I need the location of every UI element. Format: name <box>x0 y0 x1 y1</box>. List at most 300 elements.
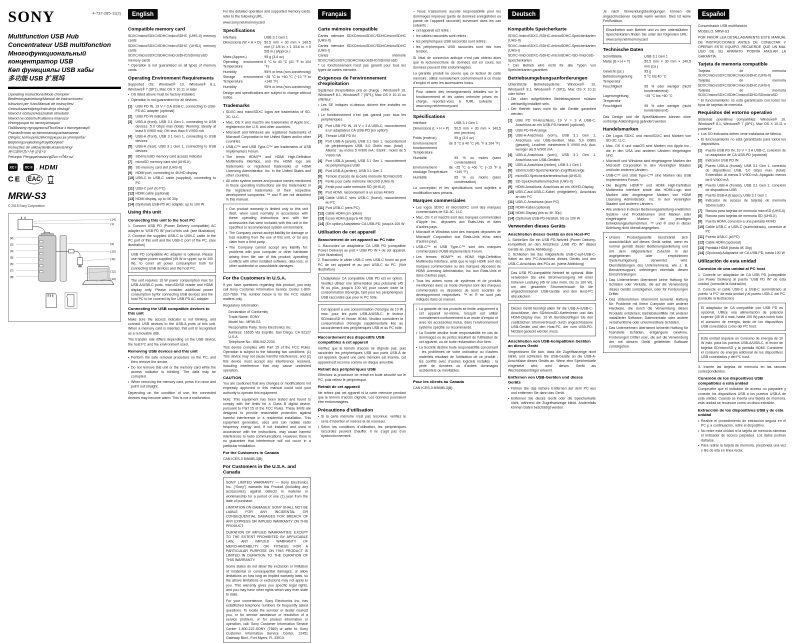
section-heading: Handelsmarken <box>603 126 639 132</box>
paragraph: SDXC/microSDXC/SDHC/microSDHC (UHS-I) memory cards <box>128 43 216 53</box>
section-heading: Kompatible Speicherkarte <box>508 26 567 32</box>
diagram-callout: [5] <box>10 255 14 260</box>
bullet-list <box>698 418 786 452</box>
numbered-item <box>318 211 406 216</box>
bullet-item: • Realice el procedimiento de extracción segura en el PC y, a continuación, retire el dispositivo. <box>698 418 786 427</box>
paragraph: 1. Raccordez un adaptateur CA USB PD (compatible Power Delivery) au port « USB PD IN » de cet appareil. (Voir illustration) <box>318 243 406 257</box>
bullet-item: • Das Unternehmen übernimmt keinerlei Haftung für finanzielle Schäden, entgangene Gewinne, Forderungen Dritter usw., die auf die Verwendung der mit diesem Gerät gelieferten Software zurückgehen. <box>606 325 688 348</box>
bullet-item: • SDXC and microSDXC logos are trademarks of SD-3C, LLC. <box>223 110 311 119</box>
spec-value: 95 % oder weniger (nicht kondensierend) <box>644 84 691 93</box>
paragraph: Tarjetas de memoria SDXC/microSDXC/SDHC/microSDHC (UHS-I) <box>698 78 786 87</box>
paragraph: Dieses Gerät benötigt allein für die USB-A-/USB-C-Anschlüsse, den SD/microSD-Kartenleser und das HDMI-Display max. 10 W. Berücksichtigen Sie den zusätzlichen Stromverbrauch durch angeschlossene USB-Geräte und den Host-PC, der vom USB-PD-Netzteil gedeckt werden muss. <box>511 306 593 334</box>
item-text: USB-A (rear), USB 3.1 Gen 1, connecting to USB devices <box>135 144 216 153</box>
item-text: Témoin d’accès de la carte mémoire SD/microSD <box>325 173 403 178</box>
paragraph: Depending on the condition of use, the connected devices may become warm. This is not a malfunction. <box>128 390 216 400</box>
bullet-list <box>413 28 501 54</box>
laptop-illustration <box>83 267 115 285</box>
item-number: [11] <box>128 185 135 190</box>
column-espanol <box>698 9 786 561</box>
bullet-list <box>508 97 596 116</box>
bullet-item: • Si la carte mémoire n’est pas reconnue, vérifiez le sens d’insertion et insérez-la de nouveau. <box>318 414 406 423</box>
spec-label: Storage environment Temperature <box>223 74 263 84</box>
section-heading: Trademarks <box>223 102 250 108</box>
numbered-item <box>318 179 406 184</box>
spec-table <box>603 54 691 113</box>
language-line: Пайдалану нұсқаулығы/Посібник з експлуатації/ <box>8 125 91 130</box>
item-number: [7] <box>508 173 513 178</box>
item-text: USB PD IN indicator <box>135 114 168 119</box>
column-deutsch-2 <box>603 9 691 561</box>
item-text: Câble HDMI (en option) <box>325 210 363 215</box>
numbered-item <box>128 186 216 191</box>
paragraph: * Der Betrieb wird nicht für alle Typen von Speicherkarten garantiert. <box>508 63 596 72</box>
item-number: [4] <box>508 152 513 157</box>
item-text: USB-A-Anschluss (vorn), USB 3.1 Gen 1, Anschluss von USB-Geräten <box>515 152 596 162</box>
bullet-item: • La garantie de nos produits se limite uniquement à cet appareil lui-même, lorsqu’il est utilisé normalement conformément à ce mode d’emploi et avec les accessoires inclus, dans l’environnement système spécifié ou recommandé. <box>416 306 498 329</box>
bullet-list <box>226 206 308 268</box>
paragraph: Unterstützte Betriebssysteme: Windows® 10, Windows® 8.1, Windows® 7 (SP1), Mac OS X 10.11 oder höher <box>508 82 596 96</box>
numbered-item <box>128 191 216 196</box>
bullet-item: • The Company cannot accept any liability for: problems with your computer or other hardware arising from the use of this product; operating conflicts with other installed software; data loss; or other accidental or unavoidable damages. <box>226 245 308 268</box>
item-text: USB-A (front), USB 3.1 Gen 1, connecting to USB devices. 5.0 Gbps max (total); Working: steady at least 5 V/900 mA; Off: less than 5 V/900 mA <box>135 119 216 133</box>
diagram-callout: [13] <box>110 276 116 281</box>
paragraph: Concentrador USB multifunción <box>698 23 748 28</box>
bullet-item: • Do not remove this unit or the memory card while the access indicator is blinking. The data may be corrupted. <box>128 365 216 379</box>
paragraph: Telephone No.: 858-942-2230 <box>228 339 275 344</box>
bullet-item: • All other system names and product names mentioned in these operating instructions are the trademarks or the registered trademarks of their respective development companies. ™ and ® are not described in this manual. <box>223 178 311 201</box>
spec-row <box>603 59 691 68</box>
section-heading: Précautions d’utilisation <box>318 407 374 413</box>
item-text: Port USB-C (vers PC) <box>325 205 360 210</box>
bullet-item: • Le fonctionnement n’est pas garanti pour tous les périphériques. <box>318 112 406 121</box>
item-number: [13] <box>128 196 135 201</box>
numbered-item <box>698 214 786 219</box>
spec-label: Lagerumgebung Temperatur <box>603 93 629 103</box>
product-title-line: Concentrateur USB multifonction <box>8 40 111 49</box>
bullet-item: • Mac, OS X and macOS are trademarks of Apple Inc., registered in the U.S. and other countries. <box>223 120 311 129</box>
paragraph: CAN ICES-3 B/NMB-3(B) <box>223 456 263 461</box>
item-text: Fente pour carte mémoire SD (UHS-II) <box>325 184 386 189</box>
callout-leader-line <box>33 219 110 221</box>
sdxc-logo: XC I <box>9 165 17 170</box>
paragraph: Supported OS: Windows® 10, Windows® 8.1, Windows® 7 (SP1), Mac OS X 10.11 or later <box>128 82 216 91</box>
spec-row <box>413 175 501 184</box>
section-heading: Pour les clients au Canada <box>413 379 464 385</box>
item-text: USB-C port (to PC) <box>135 185 166 190</box>
paragraph: Compruebe que el indicador de acceso no parpadee y conecte los dispositivos USB a los puertos USB-A de esta unidad. Cuando se inserta una tarjeta de memoria, esta unidad se reconoce como un disco extraíble. <box>698 386 786 405</box>
callout-leader-line <box>83 259 110 261</box>
numbered-item <box>128 165 216 170</box>
item-number: [13] <box>318 216 325 221</box>
bullet-item: • No retire esta unidad ni la tarjeta de memoria mientras el indicador de acceso parpadea. Los datos podrían dañarse. <box>698 428 786 442</box>
item-text: Cable HDMI (opcional) <box>705 240 741 245</box>
note-box <box>508 303 596 336</box>
spec-label: Environnement de stockage Température <box>413 165 453 174</box>
section-heading: Connecting this unit to the host PC <box>128 217 195 223</box>
spec-value: 95 % ou moins (sans condensation) <box>454 175 501 184</box>
numbered-item <box>508 128 596 133</box>
product-title-line: Көп функциялы USB хабы <box>8 66 94 74</box>
bullet-item: • Operation is not guaranteed for all devices. <box>128 97 216 102</box>
paragraph: Einzelheiten zum Betrieb und zu den unterstützten Speicherkarten finden Sie unter der folgenden URL: www.sony.net/memorycard <box>606 27 688 42</box>
numbered-item <box>508 168 596 173</box>
note-box <box>223 204 311 273</box>
language-line: Bedienungsanleitung/Manual de instrucciones/ <box>8 97 83 102</box>
bullet-item: • Microsoft et Windows sont des marques déposées de Microsoft Corporation aux États-Unis et/ou dans d’autres pays. <box>413 230 501 244</box>
language-badge-deutsch-1: Deutsch <box>508 9 540 19</box>
paragraph: For the detailed operation and supported memory cards, refer to the following URL: <box>223 9 311 18</box>
language-line: Ръководство за експлоатация/навчання/ <box>8 130 79 135</box>
item-text: Pantalla HDMI (hasta 4K 30p) <box>705 245 752 250</box>
section-heading: Exigences de l’environnement d’exploitation <box>318 75 387 87</box>
spec-row <box>603 54 691 59</box>
paragraph: 1. Conecte un adaptador de CA USB PD (compatible con Power Delivery) al puerto “USB PD IN” de esta unidad. (consulte la ilustración) <box>698 272 786 286</box>
paragraph: Declaration of Conformity <box>228 309 268 314</box>
paragraph: – Nous n’assumons aucune responsabilité pour les dommages imprévus (perte de données enregistrées ou panne de l’appareil raccordé) survenant dans les cas suivants : <box>413 9 501 28</box>
paragraph: 3. Inserte las tarjetas de memoria en las ranuras correspondientes. <box>698 364 786 374</box>
section-heading: Branchement de cet appareil au PC hôte <box>318 237 395 242</box>
item-number: [14] <box>508 216 515 221</box>
numbered-item <box>698 224 786 233</box>
paragraph: 2. Schließen Sie das mitgelieferte USB-C-auf-USB-C-Kabel an den PC-Anschluss dieses Geräts und den USB-C-Anschluss des PCs an. (siehe Abbildung) <box>508 252 596 266</box>
section-heading: Verwenden dieses Geräts <box>508 223 566 229</box>
item-number: [1] <box>508 117 513 122</box>
note-box <box>698 303 786 331</box>
item-number: [9] <box>698 219 703 224</box>
item-text: Fente pour carte mémoire microSD (UHS-II) <box>325 179 394 184</box>
product-title-line: Multifunction USB Hub <box>8 32 79 40</box>
numbered-item <box>698 193 786 198</box>
bullet-item: • Perform the safe removal procedure on the PC, and then remove the device. <box>128 355 216 364</box>
section-heading: Utilización de esta unidad <box>698 258 757 264</box>
numbered-item <box>508 200 596 205</box>
bullet-list <box>318 414 406 438</box>
item-number: [6] <box>698 198 703 203</box>
numbered-item <box>318 205 406 210</box>
paragraph: Cet appareil a une consommation d’énergie de 10 W max. pour les ports USB-A/USB-C, le lecteur SD/microSD et l’écran HDMI. Veuillez considérer la consommation d’énergie supplémentaire liée au raccordement des périphériques USB et du PC hôte. <box>321 307 403 330</box>
item-text: HDMI-Anschluss, Anschluss an ein 4K/HD-Display <box>515 184 594 189</box>
item-text: Ranura para tarjetas de memoria microSD (UHS-II) <box>705 208 786 213</box>
item-number: [10] <box>318 195 325 200</box>
item-number: [2] <box>128 114 133 119</box>
spec-label: Maße (B × H × T) <box>603 59 631 64</box>
note-box <box>318 274 406 302</box>
numbered-item <box>508 179 596 184</box>
section-heading: Requisitos del entorno operativo <box>698 109 773 116</box>
ce-mark: CE <box>8 174 22 184</box>
diagram-callout: [3] <box>10 242 14 247</box>
spec-label: Dimensions (W × H × D) <box>223 40 261 45</box>
numbered-item <box>698 158 786 163</box>
diagram-callout: [2] <box>10 235 14 240</box>
numbered-item <box>128 134 216 143</box>
numbered-item <box>128 104 216 113</box>
bullet-item: • The Company cannot accept liability for damage or loss resulting from the use of this unit, or for any claim from a third party. <box>226 230 308 244</box>
spec-row <box>223 59 311 68</box>
paragraph: This device complies with Part 15 of the FCC Rules. Operation is subject to the following two conditions: (1) This device may not cause harmful interference, and (2) this device must accept any interference received, including interference that may cause undesired operation. <box>223 344 311 373</box>
item-text: (Opcional) Adaptador de CA USB-PD, hasta 100 W <box>705 250 785 255</box>
paragraph: SDXC/microSDXC/SDHC/microSDHC (UHS-II) memory cards <box>128 33 216 43</box>
paragraph: Address: 16535 Via Esprillo, San Diego, CA 92127 U.S.A. <box>228 330 311 339</box>
numbered-item <box>128 170 216 175</box>
section-heading: Connecting the USB compatible devices to this unit <box>128 306 210 316</box>
spec-value: −25 °C à +60 °C (−13 °F à +140 °F) <box>454 165 501 174</box>
bullet-item: • Die Begriffe HDMI™ und HDMI High-Definition Multimedia Interface sowie das HDMI-Logo sind Marken oder eingetragene Marken von HDMI Licensing Administrator, Inc. in den Vereinigten Staaten und anderen Ländern. <box>603 183 691 206</box>
spec-label: Dimensions (L × H × P) <box>413 125 450 130</box>
column-deutsch-1 <box>508 9 596 561</box>
device-side-illustration <box>60 235 67 281</box>
section-heading: Specifications <box>223 27 256 33</box>
spec-value: −25 °C to +60 °C (−13 °F to +140 °F) <box>264 74 311 84</box>
bullet-item: • Microsoft und Windows sind eingetragene Marken der Microsoft Corporation in den Vereinigten Staaten und/oder anderen Ländern. <box>603 158 691 172</box>
title-column <box>8 9 121 322</box>
spec-label: Gewicht (ca.) <box>603 69 624 74</box>
paragraph: Vergewissern Sie sich, dass die Zugriffsanzeige nicht blinkt, und schließen Sie USB-Geräte an die USB-A-Anschlüsse dieses Geräts an. Wenn eine Speicherkarte eingesetzt wird, wird dieses Gerät als Wechseldatenträger erkannt. <box>508 349 596 373</box>
spec-label: Humidity <box>223 69 237 74</box>
bullet-item: • les périphériques USB raccordés sont mis hors tension. <box>413 44 501 53</box>
spec-row <box>413 165 501 174</box>
bullet-item: • Les SE indiqués ci-dessus doivent être installés en usine. <box>318 102 406 111</box>
paragraph: LIMITATION ON DAMAGES: SONY SHALL NOT BE LIABLE FOR ANY INCIDENTAL OR CONSEQUENTIAL DAMAGES FOR BREACH OF ANY EXPRESS OR IMPLIED WARRANTY ON THIS PRODUCT. <box>226 504 308 528</box>
spec-row <box>223 54 311 59</box>
bullet-item: • El funcionamiento no está garantizado para todos los dispositivos. <box>698 137 786 146</box>
spec-row <box>223 84 311 89</box>
numbered-item <box>128 114 216 119</box>
bullet-item: • Entfernen Sie dieses Gerät oder die Speicherkarte nicht, während die Zugriffsanzeige blinkt. Andernfalls können Daten beschädigt werden. <box>508 396 596 410</box>
section-heading: Entfernen von USB-Geräten und dieses Geräts <box>508 375 583 385</box>
paragraph: * Le fonctionnement n’est pas garanti pour tous les types de cartes mémoire. <box>318 63 406 72</box>
paragraph: 1. Connect USB PD (Power Delivery compatible) AC adapter to “USB PD IN” port of this unit. (see illustration) <box>128 223 216 233</box>
numbered-item <box>508 133 596 152</box>
bullet-item: • les câbles raccordés sont retirés ; <box>413 34 501 39</box>
item-text: Puerto USB PD IN, 19 V = 3 A USB-C, conexión de un adaptador de CA USB-PD (opcional) <box>705 148 786 157</box>
spec-label: Interface <box>223 34 237 39</box>
bullet-list <box>603 133 691 230</box>
note-box <box>508 268 596 301</box>
paragraph: 1. Schließen Sie ein USB PD-Netzteil (Power Delivery-kompatibel) an den Anschluss „USB PD IN“ dieses Geräts an. (siehe Abbildung) <box>508 237 596 252</box>
bullet-item: • Alle anderen in dieser Bedienungsanleitung erwähnten System- und Produktnamen sind Marken oder eingetragene Marken der jeweiligen Entwicklungsunternehmen. ™ und ® sind in dieser Anleitung nicht überall angegeben. <box>603 207 691 230</box>
item-number: [5] <box>318 168 323 173</box>
language-line: Návod k obsluze/Használati útmutató/ <box>8 111 69 116</box>
item-number: [6] <box>128 154 133 159</box>
item-number: [13] <box>508 210 515 215</box>
numbered-item <box>318 174 406 179</box>
paragraph: Sistemas operativos compatibles: Windows® 10, Windows® 8.1, Windows® 7 (SP1), Mac OS X 10.11 o posterior <box>698 117 786 131</box>
numbered-item <box>318 190 406 195</box>
spec-value: 95 % ou moins (sans condensation) <box>454 155 501 165</box>
paragraph: SDXC-/microSDXC-/SDHC-/microSDHC-Speicherkarten (UHS-I) <box>508 43 596 53</box>
spec-row <box>223 35 311 40</box>
item-number: [7] <box>128 159 133 164</box>
hdmi-logo: HDMI <box>39 163 58 171</box>
spec-value: USB 3.1 Gen 1 <box>454 120 478 125</box>
item-number: [2] <box>318 133 323 138</box>
section-heading: Conexión de una unidad al PC host <box>698 266 766 271</box>
item-number: [12] <box>318 210 325 215</box>
item-number: [8] <box>128 165 133 170</box>
note-box <box>223 477 311 643</box>
item-number: [8] <box>318 184 323 189</box>
numbered-item <box>128 196 216 201</box>
bullet-item: • Para retirar la tarjeta de memoria, presiónela una vez y tire de ella en línea recta. <box>698 443 786 452</box>
numbered-list <box>508 118 596 221</box>
numbered-item <box>508 173 596 178</box>
spec-value: USB 3.1 Gen 1 <box>644 54 668 59</box>
ac-adapter-illustration <box>18 217 50 235</box>
spec-label: Environnement de fonctionnement Température <box>413 140 453 155</box>
spec-value: 95 g <box>644 69 652 74</box>
weee-bin-icon <box>47 174 55 184</box>
device-diagram-svg <box>9 214 121 322</box>
item-number: [14] <box>318 221 325 226</box>
product-title-line: Многофункциональный <box>8 49 87 57</box>
bullet-item: • Mac, OS X et macOS sont des marques commerciales d’Apple Inc., déposées aux États-Unis et dans d’autres pays. <box>413 215 501 229</box>
spec-label: Operating environment Temperature <box>223 59 263 69</box>
paragraph: Responsible Party: Sony Electronics Inc. <box>228 324 292 329</box>
bullet-list <box>128 355 216 389</box>
spec-label: Feuchtigkeit <box>603 84 622 89</box>
paragraph: Ne retirez pas cet appareil ni la carte mémoire pendant que le témoin d’accès clignote. Les données pourraient être endommagées. <box>318 390 406 404</box>
spec-label: Interface <box>413 120 427 125</box>
diagram-callout: [8] <box>10 274 14 279</box>
item-text: Indicador de acceso de tarjetas de memoria SD/microSD <box>705 198 786 207</box>
bullet-item: • Selon les conditions d’utilisation, les périphériques raccordés peuvent chauffer. Il ne s’agit pas d’un dysfonctionnement. <box>318 424 406 438</box>
sony-logo: SONY <box>8 8 56 26</box>
item-number: [5] <box>128 144 133 149</box>
bullet-item: • Die Logos SDXC und microSDXC sind Marken von SD-3C, LLC. <box>603 133 691 142</box>
item-text: (Optional) USB-PD AC adapter, up to 100 W <box>135 202 205 207</box>
spec-row <box>413 155 501 164</box>
numbered-item <box>508 190 596 199</box>
item-number: [3] <box>508 133 513 138</box>
item-text: USB-A (front), USB 3.1 Gen 1, connecting to USB devices <box>135 134 216 143</box>
paragraph: * Operation is not guaranteed on all types of memory cards. <box>128 63 216 72</box>
item-text: Puerto USB-A (frontal), USB 3.1 Gen 1, conexión de dispositivos USB. 5,0 Gbps máx. (total); Encendido: al menos 5 V/900 mA; Apagado: menos de 5 V/900 mA <box>705 163 786 182</box>
numbered-item <box>698 208 786 213</box>
bullet-item: • Das Unternehmen übernimmt keine Haftung für Schäden oder Verluste, die auf die Verwendung dieses Geräts zurückgehen, oder für Forderungen Dritter. <box>606 277 688 296</box>
spec-row <box>413 121 501 126</box>
spec-row <box>603 103 691 112</box>
diagram-callout: [7] <box>10 268 14 273</box>
bullet-item: • Les logos SDXC et microSDXC sont des marques commerciales de SD-3C, LLC. <box>413 205 501 214</box>
device-front-illustration <box>39 233 57 281</box>
bullet-item: • Los SO indicados deben venir instalados de fábrica. <box>698 131 786 136</box>
numbered-item <box>318 216 406 221</box>
item-number: [12] <box>508 205 515 210</box>
section-heading: Removing USB devices and this unit <box>128 349 198 354</box>
spec-value: −25 °C bis +60 °C <box>644 93 673 98</box>
note-box <box>128 249 216 273</box>
item-number: [9] <box>128 170 133 175</box>
note-box <box>318 304 406 332</box>
section-heading: Spécifications <box>413 113 446 119</box>
spec-value: 50,5 mm × 30 mm × 140,5 mm (ca.) <box>644 59 691 68</box>
bullet-item: • Microsoft and Windows are registered trademarks of Microsoft Corporation in the United States and/or other countries. <box>223 130 311 144</box>
paragraph: El adaptador de CA compatible con USB PD es opcional. Utilice una alimentación de potencia superior (45 W o más, hasta 100 W) para cubrir todo el consumo de energía, tanto de los dispositivos USB conectados como del PC host. <box>701 305 783 329</box>
bullet-item: • USB-C™ et USB Type-C™ sont des marques commerciales d’USB Implementers Forum. <box>413 244 501 253</box>
item-text: Port HDMI, raccordement à un écran 4K/HD <box>325 190 394 195</box>
note-box <box>413 87 501 111</box>
language-line: 使用說明書/사용설명서/ <box>8 150 46 155</box>
column-english-1 <box>128 9 216 561</box>
eac-mark: EAC <box>27 175 41 183</box>
spec-value: 95% or less (non-condensing) <box>264 69 311 74</box>
spec-value: 5 °C à 40 °C (41 °F à 104 °F) <box>454 140 500 145</box>
section-heading: Tarjeta de memoria compatible <box>698 61 768 67</box>
bullet-item: • Mac, OS X und macOS sind Marken von Apple Inc., die in den USA und anderen Ländern eingetragen sind. <box>603 144 691 158</box>
paragraph: Cartes mémoire SDXC/microSDXC/SDHC/microSDHC (UHS-II) <box>318 33 406 43</box>
bullet-item: • les périphériques USB raccordés sont retirés ; <box>413 39 501 44</box>
numbered-item <box>318 123 406 132</box>
paragraph: The transfer rate differs depending on the USB device, the host PC and the environment used. <box>128 337 216 346</box>
item-text: Écran HDMI (jusqu’à 4K 30p) <box>325 216 372 221</box>
item-text: Port USB-A (avant), USB 3.1 Gen 1, raccordement de périphériques USB <box>325 158 406 168</box>
paragraph: SDXC/microSDXC/SDHC/microSDHC/SD/microSD memory cards <box>128 53 208 62</box>
item-text: HDMI cable (optional) <box>135 191 170 196</box>
spec-row <box>603 84 691 93</box>
language-list <box>8 92 121 159</box>
spec-label: Mass (Approx.) <box>223 54 247 59</box>
bullet-item: • USB-C™ and USB Type-C™ are trademarks of USB Implementers Forum. <box>223 144 311 153</box>
masthead <box>8 9 121 25</box>
paragraph: You are cautioned that any changes or modifications not expressly approved in this manual could void your authority to operate this equipment. <box>223 381 311 395</box>
item-text: Cable USB-C a USB-C (suministrado), conexión al PC <box>705 224 786 234</box>
item-number: [11] <box>508 199 515 204</box>
microsdxc-logo: XC II <box>24 165 33 170</box>
item-text: HDMI-Kabel (optional) <box>515 205 551 210</box>
spec-value: USB 3.1 Gen 1 <box>264 34 288 39</box>
item-number: [6] <box>318 173 323 178</box>
paragraph: La garantie produit ne couvre que ce lecteur de carte mémoire, utilisé normalement conformément à ce mode d’emploi et avec les accessoires inclus. <box>413 71 501 85</box>
language-line: Návod na obsluhu/Kullanma kılavuzu/ <box>8 116 69 121</box>
numbered-item <box>318 158 406 167</box>
spec-label: Feuchtigkeit <box>603 103 622 108</box>
spec-row <box>603 74 691 83</box>
paragraph: The unit requires 10 W power consumption max for USB-A/USB-C ports, microSD/SD reader and HDMI display only. Please consider additional power consumption by/for connecting USB devices and the host PC to be covered by the USB PD AC adapter. <box>131 278 213 301</box>
item-text: USB-C-Anschluss (zum PC) <box>515 199 560 204</box>
item-text: Témoin USB PD IN <box>325 133 356 138</box>
paragraph: Trade Name: SONY <box>228 314 260 319</box>
item-text: HDMI-Display (bis zu 4K 30p) <box>515 210 562 215</box>
numbered-item <box>698 163 786 182</box>
item-text: SD/microSD memory card access indicator <box>135 154 203 159</box>
item-number: [6] <box>508 168 513 173</box>
item-number: [11] <box>698 234 705 239</box>
paragraph: Tarjetas de memoria SDXC/microSDXC/SDHC/microSDHC/SD/microSD <box>698 88 786 97</box>
bullet-item: • Der Betrieb kann nicht für alle Geräte garantiert werden. <box>508 107 596 116</box>
spec-label: Poids (environ) <box>413 135 437 140</box>
language-line: Petunjuk Pengoperasian/คู่มือการใช้งาน/ <box>8 154 74 159</box>
paragraph: Make sure the access indicator is not blinking, and connect USB devices to the USB-A ports of this unit. When a memory card is inserted, this unit is recognized as a removable disk. <box>128 316 216 335</box>
spec-row <box>223 74 311 83</box>
bullet-list <box>606 235 688 349</box>
item-number: [8] <box>698 213 703 218</box>
paragraph: Cartes mémoire SDXC/microSDXC/SDHC/microSDHC (UHS-I) <box>318 43 406 53</box>
item-text: USB PD IN-Anschluss, 19 V = 3 A USB-C, Anschluss an ein USB-PD-Netzteil (optional) <box>515 117 596 127</box>
item-number: [9] <box>318 190 323 195</box>
bullet-item: • La Société décline toute responsabilité concernant : les problèmes de votre ordinateur ou d’autres matériels résultant de l’utilisation de ce produit ; les conflits avec d’autres logiciels installés ; la perte de données ou d’autres dommages accidentels ou inévitables. <box>416 345 498 373</box>
item-number: [4] <box>698 182 703 187</box>
numbered-item <box>508 163 596 168</box>
product-title-line: концентратор USB <box>8 57 74 66</box>
item-text: microSD memory card slot (UHS-II) <box>135 159 191 164</box>
item-text: Port USB-A (avant), USB 3.1 Gen 1, raccordement de périphériques USB. 5,0 Gbit/s max. (total) ; Allumé : au moins 5 V/900 mA ; Éteint : moins de 5 V/900 mA <box>325 139 406 158</box>
paragraph: CAN ICES-3 B/NMB-3(B) <box>413 385 453 390</box>
bullet-item: • Die oben aufgeführten Betriebssysteme müssen werkseitig installiert sein. <box>508 97 596 106</box>
language-badge-francais-1: Français <box>318 9 351 19</box>
diagram-callout: [12] <box>110 269 116 274</box>
item-text: Puerto USB-A (frontal), USB 3.1 Gen 1, conexión de dispositivos USB <box>705 182 786 192</box>
